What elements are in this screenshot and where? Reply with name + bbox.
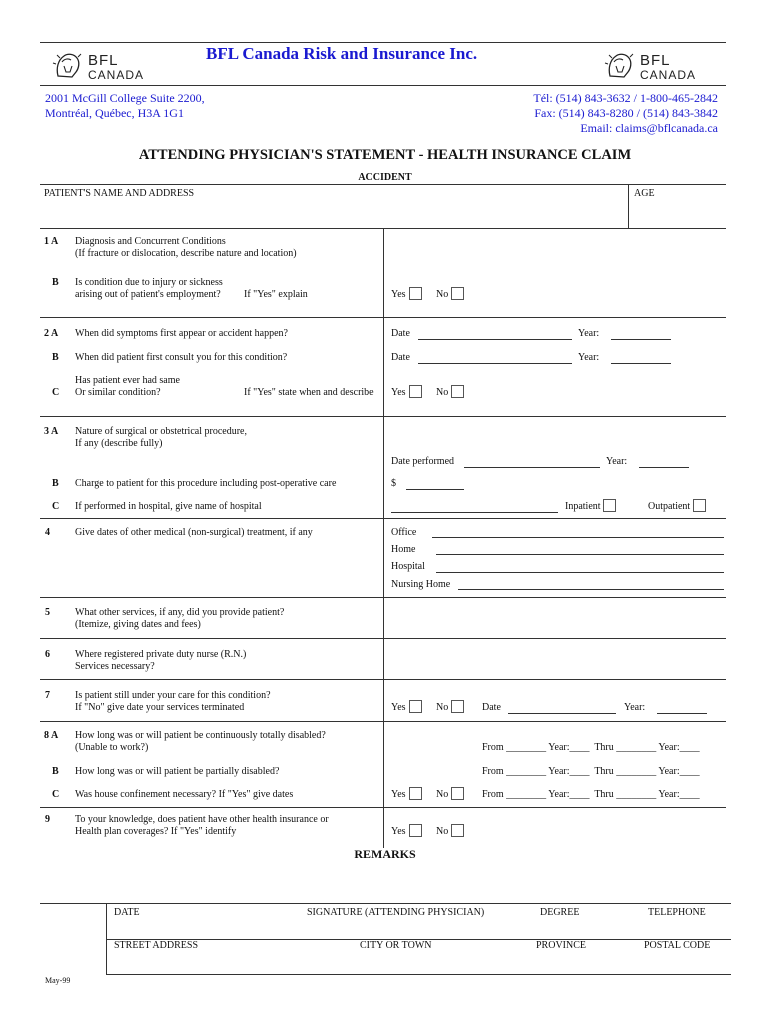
no-label: No — [436, 387, 449, 398]
q2b-text: When did patient first consult you for this condition? — [75, 352, 288, 363]
q9-number: 9 — [45, 814, 50, 825]
yes-label: Yes — [391, 789, 406, 800]
footer-city-label: CITY OR TOWN — [360, 940, 432, 951]
q3a-year-field[interactable] — [639, 467, 689, 468]
q2a-number: 2 A — [44, 328, 59, 339]
q7-year-field[interactable] — [657, 713, 707, 714]
date-label: Date — [391, 352, 410, 363]
q3c-text: If performed in hospital, give name of hospital — [75, 501, 262, 512]
q7-no-checkbox[interactable] — [451, 700, 464, 713]
q3a-text-2: If any (describe fully) — [75, 438, 163, 449]
date-label: Date — [482, 702, 501, 713]
contact-tel: Tél: (514) 843-3632 / 1-800-465-2842 — [533, 91, 718, 105]
q8a-period-fields[interactable]: From ________ Year:____ Thru ________ Year:____ — [482, 742, 700, 753]
company-address — [45, 91, 205, 121]
q9-text-2: Health plan coverages? If "Yes" identify — [75, 826, 237, 837]
footer-signature-label: SIGNATURE (ATTENDING PHYSICIAN) — [307, 907, 485, 918]
q3b-number: B — [52, 478, 59, 489]
company-name: BFL Canada Risk and Insurance Inc. — [206, 44, 478, 63]
q2c-text-2: Or similar condition? — [75, 387, 161, 398]
q1b-no-checkbox[interactable] — [451, 287, 464, 300]
q1b-number: B — [52, 277, 59, 288]
q3c-hospital-field[interactable] — [391, 512, 558, 513]
address-line-2: Montréal, Québec, H3A 1G1 — [45, 106, 184, 120]
q1b-text-2: arising out of patient's employment? — [75, 289, 221, 300]
hospital-label: Hospital — [391, 561, 425, 572]
q7-yes-checkbox[interactable] — [409, 700, 422, 713]
footer-province-label: PROVINCE — [536, 940, 587, 951]
grid-rule — [40, 597, 726, 598]
no-label: No — [436, 702, 449, 713]
q5-number: 5 — [45, 607, 50, 618]
footer-rule — [40, 903, 731, 904]
year-label: Year: — [606, 456, 628, 467]
q2a-date-field[interactable] — [418, 339, 572, 340]
remarks-heading: REMARKS — [354, 847, 416, 861]
q2b-year-field[interactable] — [611, 363, 671, 364]
year-label: Year: — [578, 352, 600, 363]
footer-rule — [106, 974, 731, 975]
q3a-number: 3 A — [44, 426, 59, 437]
footer-street-label: STREET ADDRESS — [114, 940, 198, 951]
grid-rule — [40, 807, 726, 808]
q2b-number: B — [52, 352, 59, 363]
form-title: ATTENDING PHYSICIAN'S STATEMENT - HEALTH INSURANCE CLAIM — [138, 147, 632, 163]
header-bottom-rule — [40, 85, 726, 86]
grid-rule — [40, 416, 726, 417]
q4-number: 4 — [45, 527, 50, 538]
q8b-period-fields[interactable]: From ________ Year:____ Thru ________ Year:____ — [482, 766, 700, 777]
q2a-year-field[interactable] — [611, 339, 671, 340]
q1a-text-2: (If fracture or dislocation, describe nature and location) — [75, 248, 297, 259]
q1a-number: 1 A — [44, 236, 59, 247]
footer-postal-label: POSTAL CODE — [644, 940, 711, 951]
q2c-number: C — [52, 387, 60, 398]
q3a-date-field[interactable] — [464, 467, 600, 468]
q1b-yes-checkbox[interactable] — [409, 287, 422, 300]
logo-right — [604, 48, 714, 84]
logo-text-bfl: BFL — [640, 52, 671, 69]
date-label: Date — [391, 328, 410, 339]
q3c-number: C — [52, 501, 60, 512]
q7-number: 7 — [45, 690, 50, 701]
q7-text-2: If "No" give date your services terminated — [75, 702, 245, 713]
q2c-note: If "Yes" state when and describe — [244, 387, 374, 398]
contact-email: Email: claims@bflcanada.ca — [580, 121, 718, 135]
q4-text: Give dates of other medical (non-surgical) treatment, if any — [75, 527, 313, 538]
q2c-text: Has patient ever had same — [75, 375, 180, 386]
q3a-text: Nature of surgical or obstetrical procedure, — [75, 426, 247, 437]
q2b-date-field[interactable] — [418, 363, 572, 364]
yes-label: Yes — [391, 289, 406, 300]
q8c-period-fields[interactable]: From ________ Year:____ Thru ________ Year:____ — [482, 789, 700, 800]
q9-yes-checkbox[interactable] — [409, 824, 422, 837]
q8b-number: B — [52, 766, 59, 777]
yes-label: Yes — [391, 702, 406, 713]
grid-rule — [40, 638, 726, 639]
q1b-note: If "Yes" explain — [244, 289, 308, 300]
q6-number: 6 — [45, 649, 50, 660]
year-label: Year: — [578, 328, 600, 339]
company-contact — [533, 91, 718, 136]
form-revision-date: May-99 — [45, 976, 71, 985]
office-label: Office — [391, 527, 417, 538]
q9-text: To your knowledge, does patient have other health insurance or — [75, 814, 329, 825]
q7-text: Is patient still under your care for this condition? — [75, 690, 271, 701]
yes-label: Yes — [391, 387, 406, 398]
age-label: AGE — [634, 188, 655, 199]
date-performed-label: Date performed — [391, 456, 455, 467]
q8a-text-2: (Unable to work?) — [75, 742, 149, 753]
outpatient-label: Outpatient — [648, 501, 691, 512]
patient-name-label: PATIENT'S NAME AND ADDRESS — [44, 188, 195, 199]
nursing-home-field[interactable] — [458, 589, 724, 590]
q2a-text: When did symptoms first appear or accident happen? — [75, 328, 288, 339]
footer-degree-label: DEGREE — [540, 907, 580, 918]
q8c-text: Was house confinement necessary? If "Yes" give dates — [75, 789, 294, 800]
lion-icon — [604, 50, 636, 82]
year-label: Year: — [624, 702, 646, 713]
q3b-charge-field[interactable] — [406, 489, 464, 490]
nursing-home-label: Nursing Home — [391, 579, 451, 590]
grid-rule — [40, 184, 726, 185]
address-line-1: 2001 McGill College Suite 2200, — [45, 91, 205, 105]
grid-rule — [40, 721, 726, 722]
no-label: No — [436, 789, 449, 800]
q5-text-2: (Itemize, giving dates and fees) — [75, 619, 201, 630]
q6-text: Where registered private duty nurse (R.N.) — [75, 649, 247, 660]
q9-no-checkbox[interactable] — [451, 824, 464, 837]
dollar-sign: $ — [391, 478, 396, 489]
q2c-yes-checkbox[interactable] — [409, 385, 422, 398]
q8c-no-checkbox[interactable] — [451, 787, 464, 800]
q8c-yes-checkbox[interactable] — [409, 787, 422, 800]
q7-date-field[interactable] — [508, 713, 616, 714]
footer-telephone-label: TELEPHONE — [648, 907, 706, 918]
q1b-text: Is condition due to injury or sickness — [75, 277, 223, 288]
logo-text-canada: CANADA — [88, 68, 145, 82]
home-field[interactable] — [436, 554, 724, 555]
header-top-rule — [40, 42, 726, 43]
inpatient-checkbox[interactable] — [603, 499, 616, 512]
q8c-number: C — [52, 789, 60, 800]
contact-fax: Fax: (514) 843-8280 / (514) 843-3842 — [534, 106, 718, 120]
footer-date-label: DATE — [114, 907, 140, 918]
q6-text-2: Services necessary? — [75, 661, 155, 672]
q5-text: What other services, if any, did you provide patient? — [75, 607, 285, 618]
hospital-field[interactable] — [436, 572, 724, 573]
inpatient-label: Inpatient — [565, 501, 601, 512]
q1a-text: Diagnosis and Concurrent Conditions — [75, 236, 226, 247]
q2c-no-checkbox[interactable] — [451, 385, 464, 398]
lion-icon — [52, 50, 84, 82]
logo-text-canada: CANADA — [640, 68, 697, 82]
logo-left — [52, 48, 162, 84]
grid-rule — [40, 679, 726, 680]
q8b-text: How long was or will patient be partially disabled? — [75, 766, 280, 777]
form-subtitle: ACCIDENT — [358, 172, 412, 183]
office-field[interactable] — [432, 537, 724, 538]
no-label: No — [436, 826, 449, 837]
grid-rule — [40, 518, 726, 519]
home-label: Home — [391, 544, 416, 555]
grid-vrule — [628, 184, 629, 228]
outpatient-checkbox[interactable] — [693, 499, 706, 512]
grid-vrule — [383, 228, 384, 848]
no-label: No — [436, 289, 449, 300]
q3b-text: Charge to patient for this procedure including post-operative care — [75, 478, 337, 489]
q8a-text: How long was or will patient be continuously totally disabled? — [75, 730, 326, 741]
yes-label: Yes — [391, 826, 406, 837]
q8a-number: 8 A — [44, 730, 59, 741]
logo-text-bfl: BFL — [88, 52, 119, 69]
grid-rule — [40, 317, 726, 318]
